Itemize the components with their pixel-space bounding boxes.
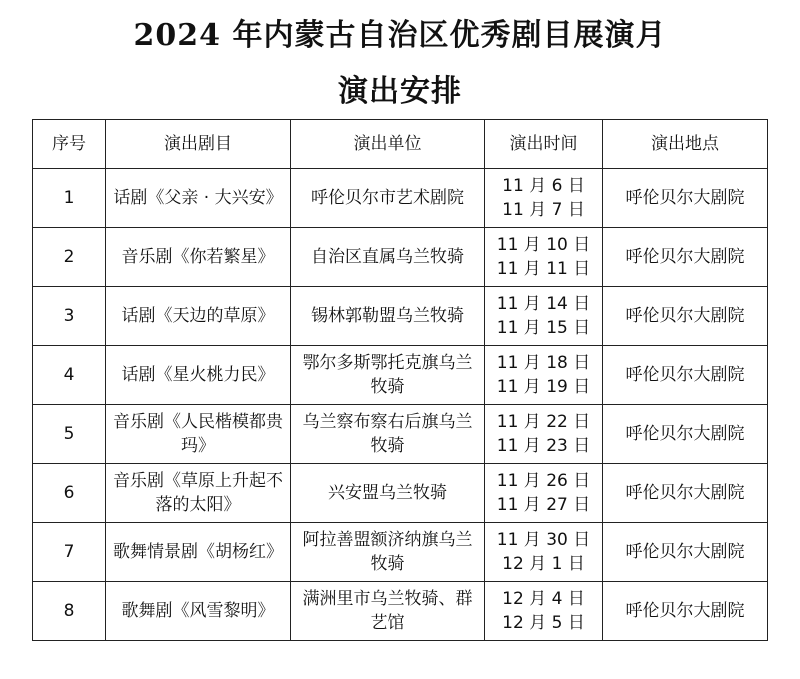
table-row (33, 582, 768, 641)
cell-venue: 呼伦贝尔大剧院 (603, 346, 768, 405)
cell-dates (485, 169, 603, 228)
date-end: 12 月 5 日 (502, 613, 585, 633)
date-end: 11 月 7 日 (502, 200, 585, 220)
page-subtitle: 演出安排 (338, 74, 462, 109)
cell-dates (485, 582, 603, 641)
table-row (33, 523, 768, 582)
date-start: 11 月 26 日 (496, 471, 591, 491)
cell-dates (485, 228, 603, 287)
date-end: 11 月 11 日 (496, 259, 591, 279)
header-venue: 演出地点 (603, 120, 768, 169)
table-row (33, 228, 768, 287)
table-row (33, 464, 768, 523)
date-end: 12 月 1 日 (502, 554, 585, 574)
date-start: 11 月 6 日 (502, 176, 585, 196)
cell-dates (485, 346, 603, 405)
cell-venue: 呼伦贝尔大剧院 (603, 582, 768, 641)
cell-no: 3 (33, 287, 106, 346)
date-end: 11 月 19 日 (496, 377, 591, 397)
cell-unit: 呼伦贝尔市艺术剧院 (291, 169, 485, 228)
cell-venue: 呼伦贝尔大剧院 (603, 523, 768, 582)
cell-play: 话剧《星火桃力民》 (106, 346, 291, 405)
cell-play: 话剧《天边的草原》 (106, 287, 291, 346)
table-row (33, 346, 768, 405)
cell-dates (485, 464, 603, 523)
cell-no: 7 (33, 523, 106, 582)
cell-venue: 呼伦贝尔大剧院 (603, 287, 768, 346)
table-header-row (33, 120, 768, 169)
cell-venue: 呼伦贝尔大剧院 (603, 405, 768, 464)
cell-venue: 呼伦贝尔大剧院 (603, 464, 768, 523)
cell-no: 2 (33, 228, 106, 287)
cell-play: 歌舞情景剧《胡杨红》 (106, 523, 291, 582)
cell-no: 8 (33, 582, 106, 641)
cell-dates (485, 287, 603, 346)
cell-venue: 呼伦贝尔大剧院 (603, 228, 768, 287)
date-start: 11 月 22 日 (496, 412, 591, 432)
cell-no: 1 (33, 169, 106, 228)
date-start: 11 月 30 日 (496, 530, 591, 550)
date-start: 11 月 18 日 (496, 353, 591, 373)
date-start: 11 月 14 日 (496, 294, 591, 314)
header-play: 演出剧目 (106, 120, 291, 169)
schedule-table (32, 119, 768, 641)
cell-unit: 锡林郭勒盟乌兰牧骑 (291, 287, 485, 346)
table-row (33, 287, 768, 346)
cell-play: 话剧《父亲 · 大兴安》 (106, 169, 291, 228)
cell-no: 6 (33, 464, 106, 523)
cell-play: 音乐剧《草原上升起不落的太阳》 (106, 464, 291, 523)
cell-unit: 兴安盟乌兰牧骑 (291, 464, 485, 523)
date-start: 12 月 4 日 (502, 589, 585, 609)
cell-venue: 呼伦贝尔大剧院 (603, 169, 768, 228)
cell-unit: 自治区直属乌兰牧骑 (291, 228, 485, 287)
date-end: 11 月 27 日 (496, 495, 591, 515)
header-unit: 演出单位 (291, 120, 485, 169)
cell-no: 5 (33, 405, 106, 464)
cell-unit: 阿拉善盟额济纳旗乌兰牧骑 (291, 523, 485, 582)
cell-dates (485, 523, 603, 582)
date-end: 11 月 15 日 (496, 318, 591, 338)
table-row (33, 405, 768, 464)
cell-unit: 乌兰察布察右后旗乌兰牧骑 (291, 405, 485, 464)
cell-play: 音乐剧《你若繁星》 (106, 228, 291, 287)
cell-play: 歌舞剧《风雪黎明》 (106, 582, 291, 641)
page-title: 2024 年内蒙古自治区优秀剧目展演月 (133, 18, 667, 53)
cell-unit: 满洲里市乌兰牧骑、群艺馆 (291, 582, 485, 641)
table-row (33, 169, 768, 228)
header-time: 演出时间 (485, 120, 603, 169)
date-end: 11 月 23 日 (496, 436, 591, 456)
date-start: 11 月 10 日 (496, 235, 591, 255)
cell-dates (485, 405, 603, 464)
cell-no: 4 (33, 346, 106, 405)
header-no: 序号 (33, 120, 106, 169)
cell-play: 音乐剧《人民楷模都贵玛》 (106, 405, 291, 464)
cell-unit: 鄂尔多斯鄂托克旗乌兰牧骑 (291, 346, 485, 405)
